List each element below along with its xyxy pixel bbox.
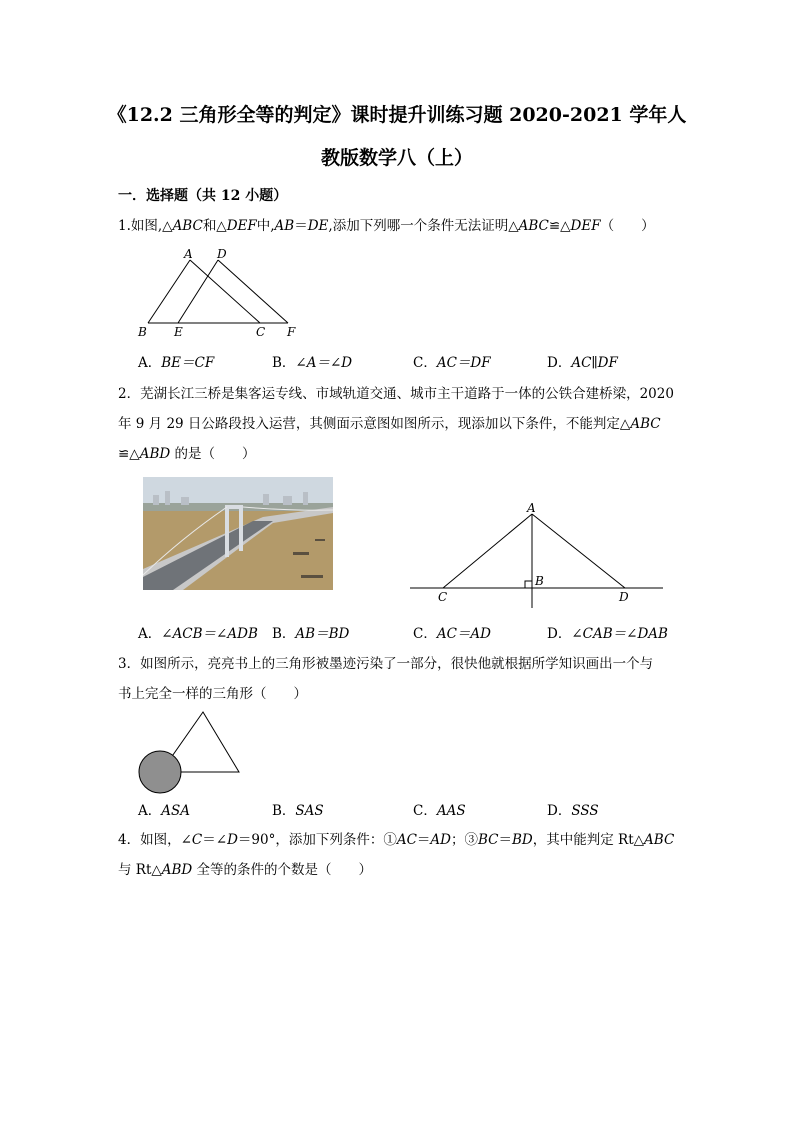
segment-AC (443, 514, 532, 588)
question-3-figure (135, 708, 245, 796)
label-D: D (217, 247, 227, 261)
segment-AC (190, 260, 260, 323)
q2-option-c[interactable]: C．AC＝AD (413, 626, 491, 642)
q1-option-c[interactable]: C．AC＝DF (413, 355, 491, 371)
q1-option-a[interactable]: A．BE＝CF (138, 355, 215, 371)
label-B: B (138, 325, 147, 339)
question-3-line2: 书上完全一样的三角形（ ） (118, 686, 307, 702)
document-title-line1: 《12.2 三角形全等的判定》课时提升训练习题 2020-2021 学年人 (107, 104, 687, 126)
question-1-text: 1.如图,△ABC和△DEF中,AB＝DE,添加下列哪一个条件无法证明△ABC≌△DEF（ ） (118, 218, 655, 234)
q2-option-b[interactable]: B．AB＝BD (272, 626, 350, 642)
right-angle-mark (525, 581, 532, 588)
segment-AD (532, 514, 625, 588)
question-3-options (138, 799, 678, 819)
q1-option-d[interactable]: D．AC∥DF (547, 355, 618, 371)
label-C: C (438, 590, 448, 604)
q3-option-d[interactable]: D．SSS (547, 803, 599, 819)
label-C: C (256, 325, 266, 339)
ink-blot (139, 751, 181, 793)
question-2-figure (405, 500, 670, 615)
question-3-line1: 3．如图所示，亮亮书上的三角形被墨迹污染了一部分，很快他就根据所学知识画出一个与 (118, 656, 654, 672)
question-2-options (138, 622, 678, 642)
q1-option-b[interactable]: B．∠A＝∠D (272, 355, 353, 371)
q2-option-a[interactable]: A．∠ACB＝∠ADB (138, 626, 258, 642)
question-2-line3: ≌△ABD 的是（ ） (118, 446, 256, 462)
q3-option-b[interactable]: B．SAS (272, 803, 324, 819)
segment-DF (218, 260, 288, 323)
question-4-line1: 4．如图，∠C＝∠D＝90°，添加下列条件：①AC＝AD；③BC＝BD，其中能判定 Rt△ABC (118, 832, 675, 848)
bridge-photo (143, 477, 333, 590)
q2-option-d[interactable]: D．∠CAB＝∠DAB (547, 626, 668, 642)
label-A: A (527, 501, 536, 515)
label-B: B (535, 574, 544, 588)
question-1-figure (130, 245, 310, 340)
question-1-options (138, 351, 678, 371)
document-title-line2: 教版数学八（上） (320, 147, 473, 169)
label-A: A (184, 247, 193, 261)
q3-option-a[interactable]: A．ASA (138, 803, 190, 819)
section-heading: 一．选择题（共 12 小题） (118, 188, 288, 204)
label-E: E (174, 325, 183, 339)
label-D: D (619, 590, 629, 604)
question-2-line1: 2．芜湖长江三桥是集客运专线、市域轨道交通、城市主干道路于一体的公铁合建桥梁，2020 (118, 386, 674, 402)
q3-option-c[interactable]: C．AAS (413, 803, 466, 819)
label-F: F (287, 325, 296, 339)
question-4-line2: 与 Rt△ABD 全等的条件的个数是（ ） (118, 862, 373, 878)
question-2-line2: 年 9 月 29 日公路段投入运营，其侧面示意图如图所示，现添加以下条件，不能判定△ABC (118, 416, 661, 432)
